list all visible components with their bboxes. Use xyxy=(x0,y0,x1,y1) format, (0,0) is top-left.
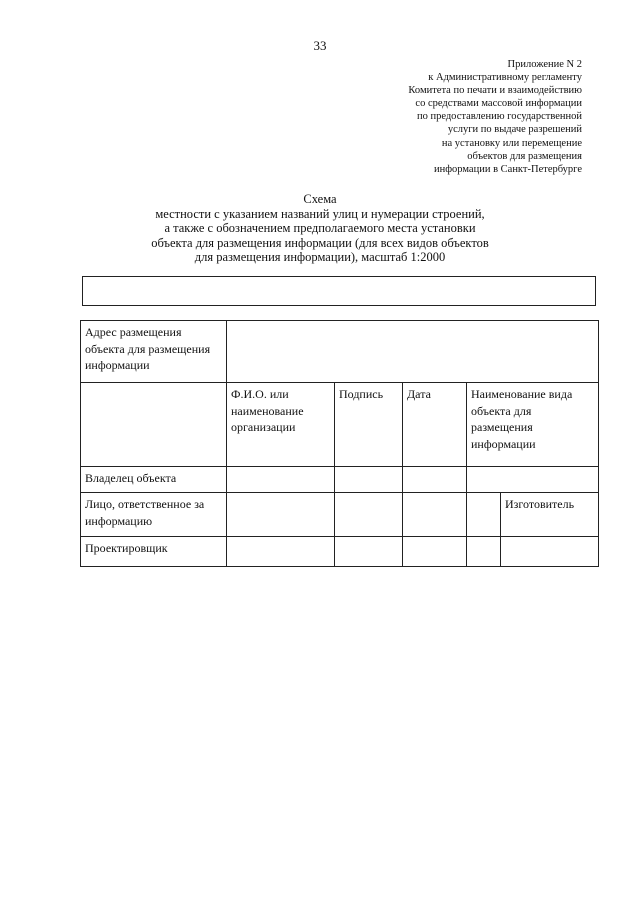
table-cell xyxy=(227,493,335,537)
table-row xyxy=(81,493,599,537)
table-cell xyxy=(403,493,467,537)
table-cell xyxy=(335,537,403,567)
appendix-line: услуги по выдаче разрешений xyxy=(447,124,582,136)
title-line: объекта для размещения информации (для всех видов объектов xyxy=(151,235,489,250)
table-cell xyxy=(335,467,403,493)
table-cell xyxy=(227,537,335,567)
table-cell xyxy=(467,537,501,567)
appendix-line: по предоставлению государственной xyxy=(416,111,582,123)
appendix-line: со средствами массовой информации xyxy=(415,98,582,110)
appendix-line: объектов для размещения xyxy=(467,150,582,162)
appendix-line: Приложение N 2 xyxy=(507,59,582,70)
table-cell xyxy=(403,537,467,567)
page-number: 33 xyxy=(313,38,327,53)
address-value-cell xyxy=(227,321,599,383)
address-label-cell: Адрес размещения объекта для размещения информации xyxy=(81,321,227,383)
table-row xyxy=(81,383,599,467)
appendix-header xyxy=(408,58,582,176)
title-line: Схема xyxy=(303,192,337,206)
table-cell xyxy=(467,493,501,537)
table-cell xyxy=(335,493,403,537)
appendix-line: Комитета по печати и взаимодействию xyxy=(408,85,582,97)
owner-label-cell: Владелец объекта xyxy=(81,467,227,493)
object-type-header-cell: Наименование вида объекта для размещения информации xyxy=(467,383,599,467)
table-cell xyxy=(227,467,335,493)
table-cell xyxy=(403,467,467,493)
title-line: а также с обозначением предполагаемого места установки xyxy=(164,221,476,236)
manufacturer-label-cell: Изготовитель xyxy=(501,493,599,537)
name-header-cell: Ф.И.О. или наименование организации xyxy=(227,383,335,467)
table-cell xyxy=(467,467,599,493)
map-scheme-box xyxy=(82,276,596,306)
designer-label-cell: Проектировщик xyxy=(81,537,227,567)
appendix-line: информации в Санкт-Петербурге xyxy=(433,163,582,175)
table-cell xyxy=(501,537,599,567)
signature-header-cell: Подпись xyxy=(335,383,403,467)
title-line: местности с указанием названий улиц и нумерации строений, xyxy=(155,206,485,221)
table-row xyxy=(81,321,599,383)
table-row xyxy=(81,537,599,567)
empty-header-cell xyxy=(81,383,227,467)
appendix-line: к Административному регламенту xyxy=(428,72,582,84)
appendix-line: на установку или перемещение xyxy=(441,137,582,149)
document-title xyxy=(140,192,500,265)
info-table xyxy=(80,320,599,567)
date-header-cell: Дата xyxy=(403,383,467,467)
title-line: для размещения информации), масштаб 1:2000 xyxy=(194,250,446,265)
table-row xyxy=(81,467,599,493)
responsible-label-cell: Лицо, ответственное за информацию xyxy=(81,493,227,537)
